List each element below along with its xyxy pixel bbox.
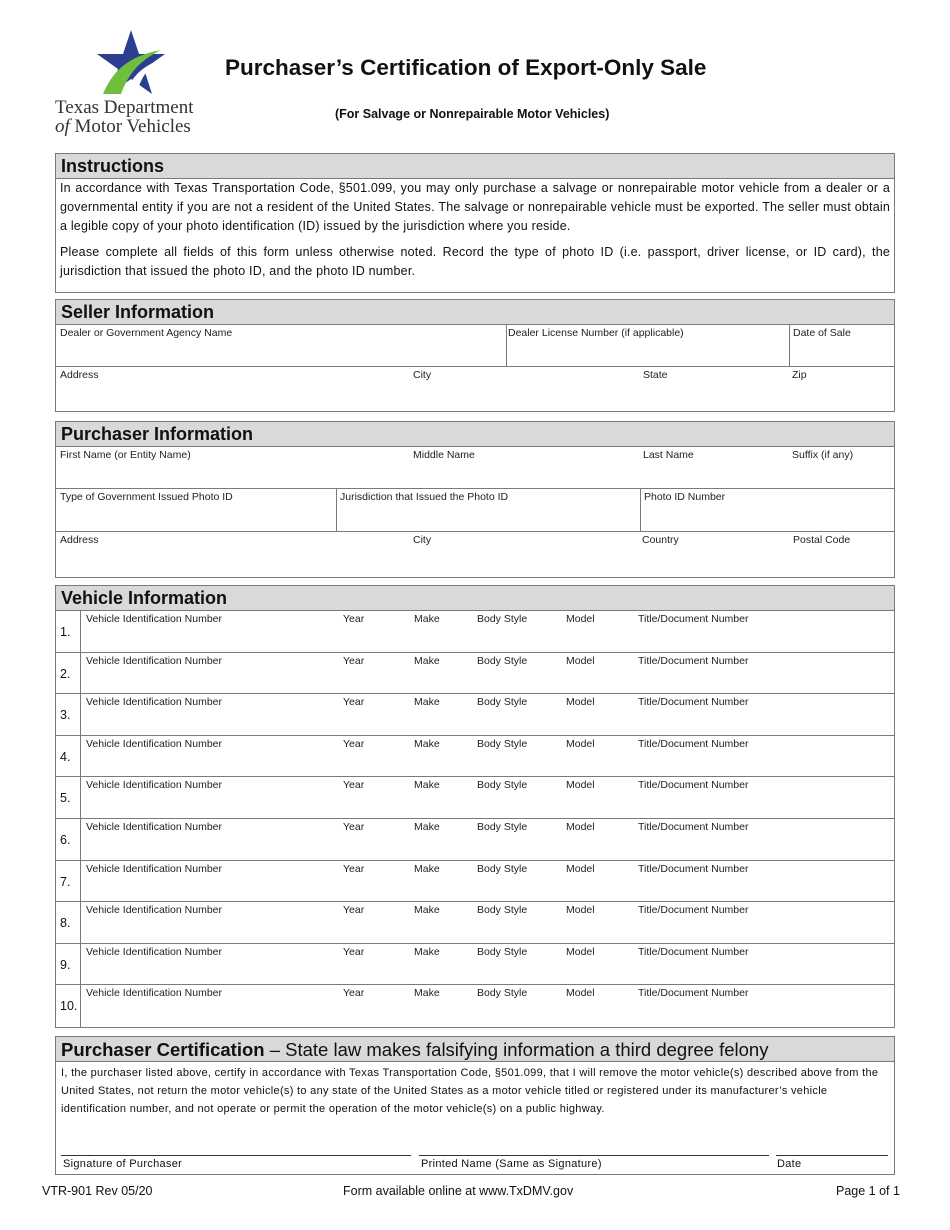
certification-section xyxy=(55,1036,895,1175)
seller-state-label: State xyxy=(643,369,668,381)
suffix-label: Suffix (if any) xyxy=(792,449,854,461)
printed-name-line[interactable] xyxy=(419,1155,769,1156)
date-line[interactable] xyxy=(776,1155,888,1156)
vehicle-row-number: 9. xyxy=(60,957,71,972)
vehicle-model-label: Model xyxy=(566,820,595,833)
vehicle-vin-label: Vehicle Identification Number xyxy=(86,820,222,833)
vehicle-row[interactable] xyxy=(56,944,894,986)
star-logo-icon xyxy=(95,30,167,98)
vehicle-year-label: Year xyxy=(343,613,365,625)
online-note: Form available online at www.TxDMV.gov xyxy=(343,1184,574,1198)
vehicle-row-number: 1. xyxy=(60,625,71,639)
certification-heading xyxy=(56,1037,894,1062)
vehicle-vin-label: Vehicle Identification Number xyxy=(86,613,222,625)
purchaser-heading: Purchaser Information xyxy=(56,422,894,447)
vehicle-vin-label: Vehicle Identification Number xyxy=(86,737,222,750)
vehicle-year-label: Year xyxy=(343,945,365,958)
vehicle-row-number: 8. xyxy=(60,916,71,931)
vehicle-body-label: Body Style xyxy=(477,613,528,625)
seller-section xyxy=(55,299,895,412)
instructions-paragraph-1: In accordance with Texas Transportation Code, §501.099, you may only purchase a salvage or nonrepairable motor vehicle from a dealer or a governmental entity if you are not a resident of the United States. The salvage or nonrepairable vehicle must be exported. The seller must obtain a legible copy of your photo identification (ID) issued by the jurisdiction where you reside. xyxy=(60,181,890,233)
vehicle-vin-label: Vehicle Identification Number xyxy=(86,779,222,792)
certification-heading-rest: – State law makes falsifying information a third degree felony xyxy=(264,1039,769,1060)
vehicle-row[interactable] xyxy=(56,819,894,861)
vehicle-row-number: 5. xyxy=(60,791,71,806)
vehicle-year-label: Year xyxy=(343,654,365,667)
vehicle-model-label: Model xyxy=(566,862,595,875)
vehicle-row[interactable] xyxy=(56,777,894,819)
vehicle-row-number: 3. xyxy=(60,708,71,723)
vehicle-title-label: Title/Document Number xyxy=(638,696,749,709)
vehicle-model-label: Model xyxy=(566,987,595,1000)
vehicle-make-label: Make xyxy=(414,613,440,625)
vehicle-heading: Vehicle Information xyxy=(56,586,894,611)
vehicle-row-divider xyxy=(80,694,81,735)
vehicle-row-number: 10. xyxy=(60,999,78,1014)
vehicle-title-label: Title/Document Number xyxy=(638,737,749,750)
vehicle-model-label: Model xyxy=(566,904,595,917)
vehicle-body-label: Body Style xyxy=(477,737,528,750)
vehicle-make-label: Make xyxy=(414,945,440,958)
instructions-paragraph-2: Please complete all fields of this form unless otherwise noted. Record the type of photo ID (i.e. passport, driver license, or ID card), the jurisdiction that issued the photo ID, and the photo ID number. xyxy=(60,245,890,278)
jurisdiction-label: Jurisdiction that Issued the Photo ID xyxy=(340,491,509,503)
vehicle-body-label: Body Style xyxy=(477,945,528,958)
vehicle-model-label: Model xyxy=(566,613,595,625)
seller-address-label: Address xyxy=(60,369,99,381)
page-subtitle: (For Salvage or Nonrepairable Motor Vehicles) xyxy=(335,107,610,121)
photo-id-type-label: Type of Government Issued Photo ID xyxy=(60,491,233,503)
middle-name-label: Middle Name xyxy=(413,449,475,461)
seller-city-label: City xyxy=(413,369,432,381)
vehicle-make-label: Make xyxy=(414,654,440,667)
logo-line-2: Motor Vehicles xyxy=(74,116,191,137)
vehicle-model-label: Model xyxy=(566,945,595,958)
vehicle-body-label: Body Style xyxy=(477,820,528,833)
vehicle-make-label: Make xyxy=(414,862,440,875)
country-label: Country xyxy=(642,534,679,546)
seller-heading: Seller Information xyxy=(56,300,894,325)
vehicle-body-label: Body Style xyxy=(477,696,528,709)
vehicle-row[interactable] xyxy=(56,985,894,1027)
vehicle-row-divider xyxy=(80,611,81,652)
vehicle-row-divider xyxy=(80,902,81,943)
vehicle-row-number: 6. xyxy=(60,832,71,847)
page-title: Purchaser’s Certification of Export-Only Sale xyxy=(225,55,707,80)
vehicle-year-label: Year xyxy=(343,779,365,792)
vehicle-year-label: Year xyxy=(343,862,365,875)
vehicle-year-label: Year xyxy=(343,820,365,833)
vehicle-model-label: Model xyxy=(566,696,595,709)
vehicle-body-label: Body Style xyxy=(477,654,528,667)
vehicle-vin-label: Vehicle Identification Number xyxy=(86,654,222,667)
photo-id-number-label: Photo ID Number xyxy=(644,491,726,503)
logo-of: of xyxy=(55,116,70,137)
page-number: Page 1 of 1 xyxy=(836,1184,900,1198)
vehicle-row-number: 7. xyxy=(60,874,71,889)
vehicle-make-label: Make xyxy=(414,987,440,1000)
vehicle-row[interactable] xyxy=(56,694,894,736)
vehicle-make-label: Make xyxy=(414,779,440,792)
seller-row-2[interactable] xyxy=(56,367,894,411)
vehicle-row[interactable] xyxy=(56,861,894,903)
vehicle-body-label: Body Style xyxy=(477,862,528,875)
purchaser-address-label: Address xyxy=(60,534,99,546)
vehicle-row[interactable] xyxy=(56,611,894,653)
vehicle-make-label: Make xyxy=(414,696,440,709)
vehicle-body-label: Body Style xyxy=(477,904,528,917)
vehicle-body-label: Body Style xyxy=(477,779,528,792)
vehicle-vin-label: Vehicle Identification Number xyxy=(86,904,222,917)
vehicle-title-label: Title/Document Number xyxy=(638,613,749,625)
logo-wordmark xyxy=(55,98,193,136)
purchaser-row-1[interactable] xyxy=(56,447,894,489)
certification-heading-bold: Purchaser Certification xyxy=(61,1039,265,1060)
vehicle-row-divider xyxy=(80,777,81,818)
vehicle-row-divider xyxy=(80,653,81,694)
dealer-name-label: Dealer or Government Agency Name xyxy=(60,327,233,339)
vehicle-row-divider xyxy=(80,985,81,1027)
seller-zip-label: Zip xyxy=(792,369,807,381)
first-name-label: First Name (or Entity Name) xyxy=(60,449,191,461)
purchaser-city-label: City xyxy=(413,534,432,546)
vehicle-title-label: Title/Document Number xyxy=(638,862,749,875)
vehicle-row-divider xyxy=(80,944,81,985)
vehicle-title-label: Title/Document Number xyxy=(638,779,749,792)
vehicle-vin-label: Vehicle Identification Number xyxy=(86,987,222,1000)
vehicle-vin-label: Vehicle Identification Number xyxy=(86,945,222,958)
vehicle-row-divider xyxy=(80,861,81,902)
seller-row-1[interactable] xyxy=(56,325,894,367)
signature-line[interactable] xyxy=(61,1155,411,1156)
vehicle-year-label: Year xyxy=(343,696,365,709)
vehicle-row-number: 4. xyxy=(60,749,71,764)
printed-name-label: Printed Name (Same as Signature) xyxy=(421,1158,602,1170)
vehicle-section xyxy=(55,585,895,1028)
form-id: VTR-901 Rev 05/20 xyxy=(42,1184,153,1198)
cert-date-label: Date xyxy=(777,1158,802,1170)
txdmv-logo xyxy=(55,30,220,138)
purchaser-row-2[interactable] xyxy=(56,489,894,532)
vehicle-make-label: Make xyxy=(414,820,440,833)
last-name-label: Last Name xyxy=(643,449,694,461)
purchaser-row-3[interactable] xyxy=(56,532,894,577)
vehicle-vin-label: Vehicle Identification Number xyxy=(86,862,222,875)
vehicle-make-label: Make xyxy=(414,904,440,917)
vehicle-row-number: 2. xyxy=(60,666,71,681)
vehicle-row-divider xyxy=(80,819,81,860)
vehicle-model-label: Model xyxy=(566,779,595,792)
certification-text: I, the purchaser listed above, certify in accordance with Texas Transportation Code, §501.099, that I will remove the motor vehicle(s) described above from the United States, not return the motor vehicle(s) to any state of the United States as a motor vehicle titled or registered under its manufacturer’s vehicle identification number, and not operate or permit the operation of the motor vehicle(s) on a public highway. xyxy=(61,1067,879,1115)
signature-label: Signature of Purchaser xyxy=(63,1158,183,1170)
vehicle-model-label: Model xyxy=(566,737,595,750)
vehicle-rows xyxy=(56,611,894,1027)
vehicle-year-label: Year xyxy=(343,904,365,917)
vehicle-title-label: Title/Document Number xyxy=(638,904,749,917)
vehicle-title-label: Title/Document Number xyxy=(638,945,749,958)
vehicle-row[interactable] xyxy=(56,653,894,695)
postal-code-label: Postal Code xyxy=(793,534,851,546)
instructions-section xyxy=(55,153,895,293)
vehicle-row[interactable] xyxy=(56,736,894,778)
vehicle-title-label: Title/Document Number xyxy=(638,654,749,667)
vehicle-vin-label: Vehicle Identification Number xyxy=(86,696,222,709)
date-of-sale-label: Date of Sale xyxy=(793,327,851,339)
instructions-heading: Instructions xyxy=(56,154,894,179)
purchaser-section xyxy=(55,421,895,578)
vehicle-make-label: Make xyxy=(414,737,440,750)
dealer-license-label: Dealer License Number (if applicable) xyxy=(508,327,684,339)
vehicle-year-label: Year xyxy=(343,987,365,1000)
vehicle-model-label: Model xyxy=(566,654,595,667)
vehicle-row-divider xyxy=(80,736,81,777)
vehicle-title-label: Title/Document Number xyxy=(638,820,749,833)
vehicle-year-label: Year xyxy=(343,737,365,750)
vehicle-title-label: Title/Document Number xyxy=(638,987,749,1000)
logo-line-1: Texas Department xyxy=(55,97,194,118)
vehicle-body-label: Body Style xyxy=(477,987,528,1000)
vehicle-row[interactable] xyxy=(56,902,894,944)
